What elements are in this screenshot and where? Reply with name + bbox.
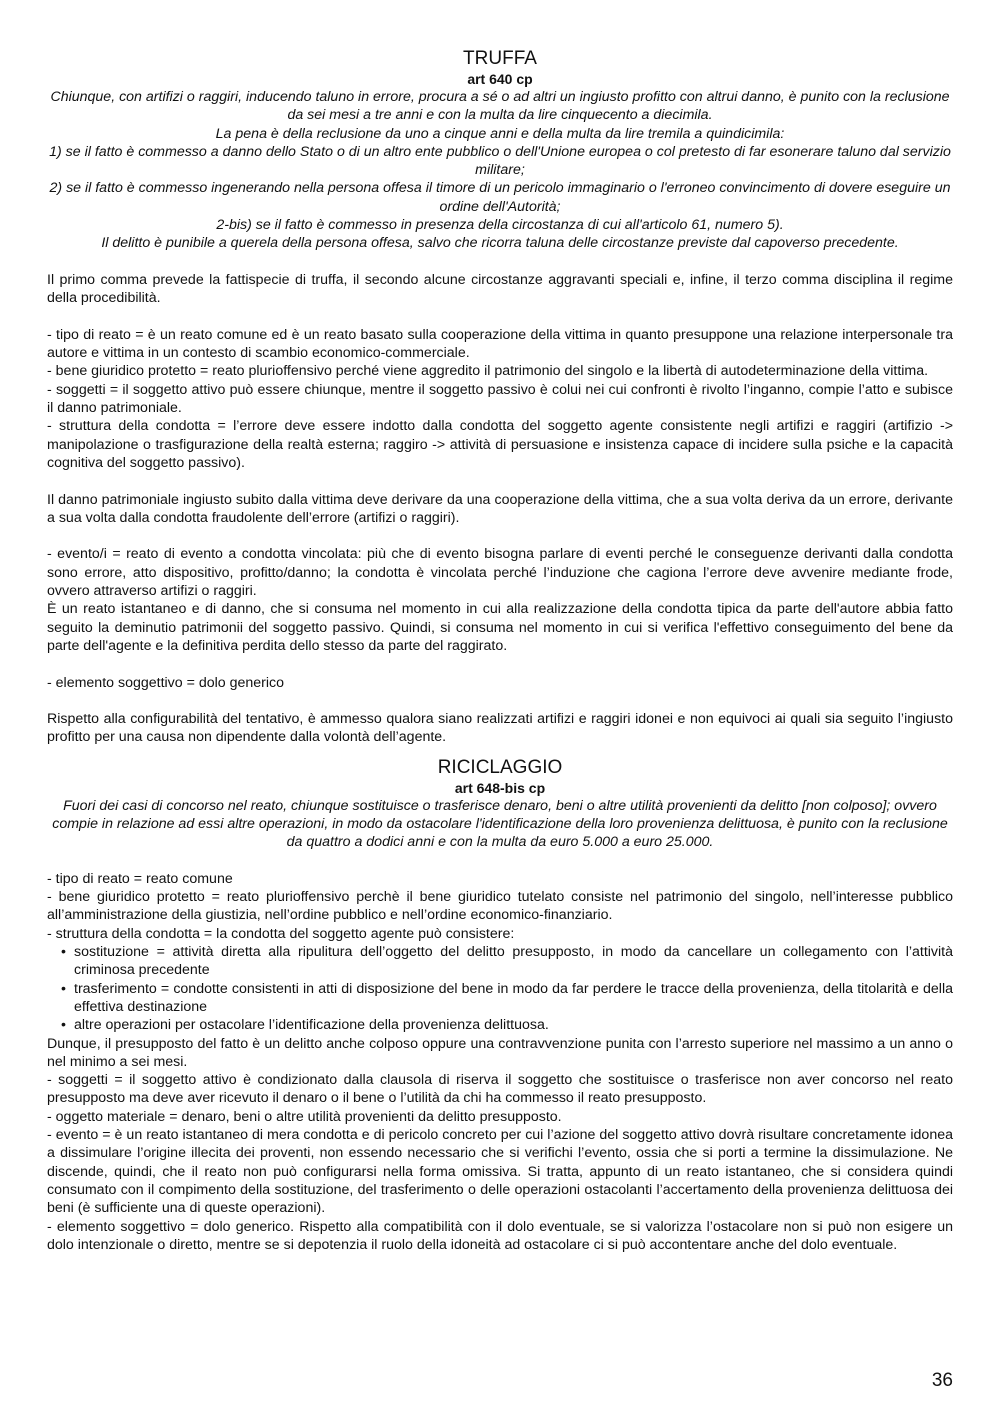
law-paragraph: La pena è della reclusione da uno a cinque anni e della multa da lire tremila a quindicimila:: [215, 125, 785, 142]
law-paragraph: 2) se il fatto è commesso ingenerando nella persona offesa il timore di un pericolo immaginario o l'erroneo convincimento di dovere eseguire un ordine dell'Autorità;: [49, 180, 951, 215]
page-number: 36: [931, 1370, 953, 1391]
article-reference-truffa: art 640 cp: [467, 71, 533, 87]
bullet-list: [47, 943, 953, 1034]
law-paragraph: Chiunque, con artifizi o raggiri, inducendo taluno in errore, procura a sé o ad altri un ingiusto profitto con altrui danno, è punito con la reclusione da sei mesi a tre anni e con la multa da lire cinquecento a diecimila.: [50, 89, 950, 124]
paragraph-point: - tipo di reato = reato comune: [47, 870, 233, 887]
paragraph-evento: È un reato istantaneo e di danno, che si consuma nel momento in cui alla realizzazione della condotta tipica da parte dell'autore abbia fatto seguito la deminutio patrimonii del soggetto passivo. Quindi, si consuma nel momento in cui si verifica l'effettivo conseguimento del bene da parte dell'agente e la definitiva perdita dello stesso da parte del raggirato.: [47, 601, 953, 654]
law-paragraph: 1) se il fatto è commesso a danno dello Stato o di un altro ente pubblico o dell'Unione europea o col pretesto di far esonerare taluno dal servizio militare;: [49, 143, 951, 179]
commentary-truffa: [47, 271, 953, 747]
list-item: • altre operazioni per ostacolare l’identificazione della provenienza delittuosa.: [74, 1016, 953, 1034]
paragraph-point: - bene giuridico protetto = reato plurioffensivo perchè il bene giuridico tutelato consiste nel patrimonio del singolo, nell’interesse pubblico all’amministrazione della giustizia, nell’ordine pubblico e nell’ordine economico-finanziario.: [47, 889, 953, 924]
law-text-riciclaggio: [47, 797, 953, 852]
paragraph-point: - tipo di reato = è un reato comune ed è un reato basato sulla cooperazione della vittima in quanto presuppone una relazione interpersonale tra autore e vittima in un contesto di scambio economico-commerciale.: [47, 326, 953, 362]
paragraph-point: - oggetto materiale = denaro, beni o altre utilità provenienti da delitto presupposto.: [47, 1108, 562, 1125]
law-paragraph: 2-bis) se il fatto è commesso in presenza della circostanza di cui all'articolo 61, numero 5).: [216, 217, 784, 234]
law-paragraph: Il delitto è punibile a querela della persona offesa, salvo che ricorra taluna delle circostanze previste dal capoverso precedente.: [101, 235, 899, 252]
paragraph-danno: Il danno patrimoniale ingiusto subito dalla vittima deve derivare da una cooperazione della vittima, che a sua volta deriva da un errore, derivante a sua volta dalla condotta fraudolente dell’errore (artifizi o raggiri).: [47, 491, 953, 526]
commentary-riciclaggio: [47, 870, 953, 1254]
list-item: • trasferimento = condotte consistenti in atti di disposizione del bene in modo da far perdere le tracce della provenienza, della titolarità e della effettiva destinazione: [74, 980, 953, 1017]
paragraph-point: - soggetti = il soggetto attivo può essere chiunque, mentre il soggetto passivo è colui nei cui confronti è rivolto l’inganno, compie l’atto e subisce il danno patrimoniale.: [47, 381, 953, 417]
paragraph-point: - struttura della condotta = l’errore deve essere indotto dalla condotta del soggetto agente consistente negli artifizi e raggiri (artifizio -> manipolazione o trasfigurazione della realtà esterna; raggiro -> attività di persuasione e insistenza capace di incidere sulla psiche e la capacità cognitiva del soggetto passivo).: [47, 418, 953, 471]
paragraph-point: - elemento soggettivo = dolo generico. Rispetto alla compatibilità con il dolo eventuale, se si valorizza l’ostacolare non si può non esigere un dolo intenzionale o diretto, mentre se si depotenzia il ruolo della idoneità ad ostacolare ci si può accontentare anche del dolo eventuale.: [47, 1218, 953, 1253]
law-text-truffa: [47, 88, 953, 253]
document-page: [47, 48, 953, 1254]
paragraph-evento: - evento/i = reato di evento a condotta vincolata: più che di evento bisogna parlare di eventi perché le conseguenze derivanti dalla condotta sono errore, atto dispositivo, profitto/danno; la condotta è vincolata perché l’induzione che cagiona l’errore deve avvenire mediante frode, ovvero attraverso artifizi o raggiri.: [47, 546, 953, 600]
paragraph-point: - soggetti = il soggetto attivo è condizionato dalla clausola di riserva il soggetto che sostituisce o trasferisce non aver concorso nel reato presupposto ma deve aver ricevuto il denaro o il bene o l’utilità da chi ha commesso il reato presupposto.: [47, 1072, 953, 1107]
paragraph-point: - evento = è un reato istantaneo di mera condotta e di pericolo concreto per cui l’azione del soggetto attivo dovrà risultare concretamente idonea a dissimulare l’origine illecita dei proventi, non essendo necessario che si verifichi l’evento, ossia che si porti a termine la dissimulazione. Ne discende, quindi, che il reato non può configurarsi nella forma omissiva. Si tratta, appunto di un reato istantaneo, che si considera quindi consumato con il compimento della sostituzione, del trasferimento o delle operazioni ostacolanti l’accertamento della provenienza delittuosa dei beni (è sufficiente una di queste operazioni).: [47, 1127, 953, 1217]
list-item: • sostituzione = attività diretta alla ripulitura dell’oggetto del delitto presupposto, in modo da cancellare un collegamento con l’attività criminosa precedente: [74, 943, 953, 980]
article-reference-riciclaggio: art 648-bis cp: [454, 779, 546, 796]
paragraph-tentativo: Rispetto alla configurabilità del tentativo, è ammesso qualora siano realizzati artifizi e raggiri idonei e non equivoci ai quali sia seguito l’ingiusto profitto per una causa non dipendente dalla volontà dell’agente.: [47, 711, 953, 746]
section-title-truffa: TRUFFA: [463, 48, 537, 69]
paragraph-elemento: - elemento soggettivo = dolo generico: [47, 674, 285, 691]
section-title-riciclaggio: RICICLAGGIO: [437, 756, 563, 778]
law-paragraph: Fuori dei casi di concorso nel reato, chiunque sostituisce o trasferisce denaro, beni o altre utilità provenienti da delitto [non colposo]; ovvero compie in relazione ad essi altre operazioni, in modo da ostacolare l'identificazione della loro provenienza delittuosa, è punito con la reclusione da quattro a dodici anni e con la multa da euro 5.000 a euro 25.000.: [52, 797, 948, 851]
paragraph-point: Dunque, il presupposto del fatto è un delitto anche colposo oppure una contravvenzione punita con l’arresto superiore nel massimo a un anno o nel minimo a sei mesi.: [47, 1035, 953, 1070]
paragraph-intro: Il primo comma prevede la fattispecie di truffa, il secondo alcune circostanze aggravanti speciali e, infine, il terzo comma disciplina il regime della procedibilità.: [47, 271, 953, 307]
paragraph-point: - bene giuridico protetto = reato plurioffensivo perché viene aggredito il patrimonio del singolo e la libertà di autodeterminazione della vittima.: [47, 363, 929, 380]
paragraph-point: - struttura della condotta = la condotta del soggetto agente può consistere:: [47, 925, 515, 942]
